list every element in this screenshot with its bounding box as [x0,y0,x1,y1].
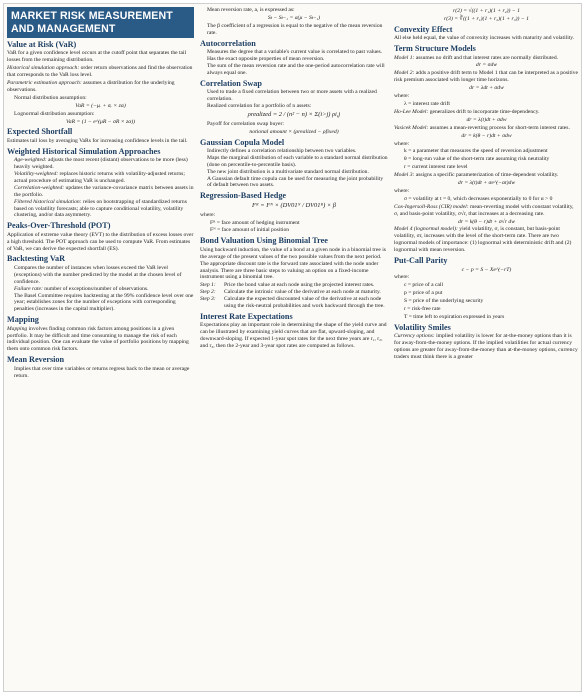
mr-list-2 [200,7,388,14]
model-1-equation: dr = σdw [475,62,498,69]
where-label: where: [394,93,410,100]
banner-title: MARKET RISK MEASUREMENT AND MANAGEMENT [7,7,194,38]
three-year-rate-equation: r(3) = ∛((1 + r₁)(1 + r₂)(1 + r₃)) − 1 [444,15,529,22]
heading-backtesting: Backtesting VaR [7,254,66,264]
heading-var: Value at Risk (VaR) [7,40,77,49]
list-item: • The sum of the mean reversion rate and the one-period autocorrelation rate will always equal one. [207,63,388,77]
mapping-text: Mapping involves finding common risk factors among positions in a given portfolio. It may be difficult and time consuming to manage the risk of each individual position. One can evaluate the value of portfolio positions by mapping them onto common risk factors. [7,325,189,353]
list-item: • Indirectly defines a correlation relationship between two variables. [207,148,388,155]
heading-gaussian-copula: Gaussian Copula Model [200,137,285,147]
def-item: σ = volatility at t = 0, which decreases exponentially to 0 for α > 0 [404,195,553,202]
list-item: • Implies that over time variables or returns regress back to the mean or average return. [14,366,194,380]
heading-regression-hedge: Regression-Based Hedge [200,191,287,201]
whs-list [7,157,194,219]
list-item: • Measures the degree that a variable's current value is correlated to past values. [207,49,388,56]
heading-autocorrelation: Autocorrelation [200,38,256,48]
list-item: • Compares the number of instances when losses exceed the VaR level (exceptions) with the number predicted by the model at the chosen level of confidence. [14,265,194,286]
step-item: Step 3: Calculate the expected discounted value of the derivative at each node using the risk-neutral probabilities and work backward through the tree. [200,296,385,310]
heading-pot: Peaks-Over-Threshold (POT) [7,221,111,231]
cir-model: Cox-Ingersoll-Ross (CIR) model: mean-reverting model with constant volatility, σ, and basis-point volatility, σ√r, that increases at a decreasing rate. [394,203,574,217]
payoff-equation: notional amount × (ρrealized − ρfixed) [249,128,339,135]
gc-list [200,148,388,189]
param-est: Parametric estimation approach: assumes a distribution for the underlying observations. [7,80,175,93]
def-item: T = time left to expiration expressed in years [404,313,505,320]
list-item: • The Basel Committee requires backtesting at the 99% confidence level over one year; establishes zones for the number of exceptions with corresponding penalties (increases in the capital multiplier). [14,293,194,314]
def-item: Fᴿ = face amount of hedging instrument [210,219,300,226]
list-item: • Realized correlation for a portfolio of n assets: [207,103,388,110]
def-item: r = current interest rate level [404,164,468,171]
heading-whs: Weighted Historical Simulation Approaches [7,146,161,156]
step-item: Step 1: Price the bond value at each node using the projected interest rates. [200,282,375,289]
two-year-rate-equation: r(2) = √((1 + r₁)(1 + r₂)) − 1 [453,8,520,14]
hedge-equation: Fᴿ = Fᴺ × (DV01ᴺ / DV01ᴿ) × β [252,201,336,209]
step-item: Step 2: Calculate the intrinsic value of the derivative at each node at maturity. [200,289,381,296]
vasicek-equation: dr = k(θ − r)dt + σdw [461,132,512,139]
model-3: Model 3: assigns a specific parameterization of time-dependent volatility. [394,172,559,179]
list-item: • Mean reversion rate, a, is expressed as: [207,7,388,14]
list-item: • Maps the marginal distribution of each variable to a standard normal distribution (done on percentile-to-percentile basis). [207,155,388,169]
cs-payoff-list [200,121,388,128]
def-item: S = price of the underlying security [404,298,484,305]
ho-lee-model: Ho-Lee Model: generalizes drift to incorporate time-dependency. [394,108,540,115]
def-item: k = a parameter that measures the speed of reversion adjustment [404,148,548,155]
list-item: • The β coefficient of a regression is equal to the negative of the mean reversion rate. [207,23,388,37]
heading-correlation-swap: Correlation Swap [200,78,262,88]
ire-text: Expectations play an important role in determining the shape of the yield curve and can be illustrated by examining yield curves that are flat, upward-sloping, and downward-sloping. If expected 1-year spot rates for the next three years are r₁, r₂, and r₃, then the 2-year and 3-year spot rates are computed as follows. [200,322,387,350]
normal-list [7,95,194,102]
where-label: where: [394,187,410,194]
model-2-equation: dr = λdt + σdw [469,85,504,92]
def-item: Fᴺ = face amount of initial position [210,227,290,234]
vs-text: Currency options: implied volatility is lower for at-the-money options than it is for away-from-the-money options. If the implied volatilities for actual currency options are greater for away-from-the-money than at-the-money options, currency traders must think there is a greater [394,333,578,360]
list-item: • Has the exact opposite properties of mean reversion. [207,56,388,63]
vasicek-model: Vasicek Model: assumes a mean-reverting process for short-term interest rates. [394,124,570,131]
heading-ir-expectations: Interest Rate Expectations [200,311,293,321]
es-text: Estimates tail loss by averaging VaRs for increasing confidence levels in the tail. [7,137,188,144]
where-label: where: [200,211,216,218]
where-label: where: [394,274,410,281]
column-3 [394,7,579,688]
heading-mapping: Mapping [7,315,39,325]
mr-equation: Sₜ − Sₜ₋₁ = a(μ − Sₜ₋₁) [267,14,321,21]
def-item: r = risk-free rate [404,306,441,313]
def-item: c = price of a call [404,282,444,289]
list-item: • Failure rate: number of exceptions/number of observations. [14,286,194,293]
list-item: • A Gaussian default time copula can be used for measuring the joint probability of default between two assets. [207,176,388,190]
var-intro: VaR for a given confidence level occurs at the cutoff point that separates the tail losses from the remaining distribution. [7,50,187,64]
heading-put-call-parity: Put-Call Parity [394,256,448,266]
def-item: p = price of a put [404,290,443,297]
pcp-equation: c − p = S − Xe^(−rT) [461,266,512,273]
heading-mean-reversion: Mean Reversion [7,355,65,365]
lognormal-list [7,111,194,118]
where-label: where: [394,140,410,147]
realized-corr-equation: ρrealized = 2 / (n² − n) × Σ(i>j) ρi,j [247,110,341,118]
list-item: • Volatility-weighted: replaces historic returns with volatility-adjusted returns; actual procedure of estimating VaR is unchanged. [14,171,194,185]
mr-list-3 [200,23,388,37]
mr-list [7,366,194,380]
list-item: • Correlation-weighted: updates the variance-covariance matrix between assets in the portfolio. [14,185,194,199]
bv-text: Using backward induction, the value of a bond at a given node in a binomial tree is the average of the present values of the two possible values from the next period. The appropriate discount rate is the forward rate associated with the node under analysis. There are three basic steps to valuing an option on a fixed-income instrument using a binomial tree. [200,246,386,281]
heading-term-structure: Term Structure Models [394,44,476,54]
ho-lee-equation: dr = λ(t)dt + σdw [466,116,507,123]
list-item: • Normal distribution assumption: [14,95,194,102]
list-item: • Lognormal distribution assumption: [14,111,194,118]
column-2 [200,7,388,688]
pot-text: Application of extreme value theory (EVT) to the distribution of excess losses over a high threshold. The POT approach can be used to compute VaR. From estimates of VaR, we can derive the expected shortfall (ES). [7,231,194,252]
list-item: • The new joint distribution is a multivariate standard normal distribution. [207,169,388,176]
list-item: • Filtered historical simulation: relies on bootstrapping of standardized returns based on volatility forecasts; able to capture conditional volatility, volatility clustering, and/or data asymmetry. [14,199,194,220]
list-item: • Used to trade a fixed correlation between two or more assets with a realized correlation. [207,89,388,103]
model-2: Model 2: adds a positive drift term to Model 1 that can be interpreted as a positive risk premium associated with longer time horizons. [394,70,578,84]
study-sheet [3,3,582,692]
heading-es: Expected Shortfall [7,127,73,137]
lognormal-equation: VaR = (1 − e^(μR − σR × zα)) [65,118,136,125]
def-item: θ = long-run value of the short-term rate assuming risk neutrality [404,156,550,163]
ac-list [200,49,388,77]
model-4: Model 4 (lognormal model): yield volatility, σ, is constant, but basis-point volatility, σr, increases with the level of the short-term rate. There are two lognormal models of importance: (1) lognormal with deterministic drift and (2) lognormal with mean reversion. [394,226,572,254]
bt-list [7,265,194,313]
model-1: Model 1: assumes no drift and that interest rates are normally distributed. [394,54,559,61]
cir-equation: dr = k(θ − r)dt + σ√r dw [457,218,516,225]
column-1 [7,7,194,688]
def-item: λ = interest rate drift [404,100,450,107]
heading-volatility-smiles: Volatility Smiles [394,322,451,332]
list-item: • Age-weighted: adjusts the most recent (distant) observations to be more (less) heavily weighted. [14,157,194,171]
list-item: • Payoff for correlation swap buyer: [207,121,388,128]
hist-sim: Historical simulation approach: order return observations and find the observation that corresponds to the VaR loss level. [7,65,193,79]
model-3-equation: dr = λ(t)dt + σe^(−αt)dw [457,180,516,187]
heading-bond-valuation: Bond Valuation Using Binomial Tree [200,236,328,246]
ce-text: All else held equal, the value of convexity increases with maturity and volatility. [394,35,575,42]
normal-equation: VaR = (−μᵣ + σᵣ × zα) [75,102,126,109]
heading-convexity: Convexity Effect [394,24,453,34]
cs-list [200,89,388,110]
